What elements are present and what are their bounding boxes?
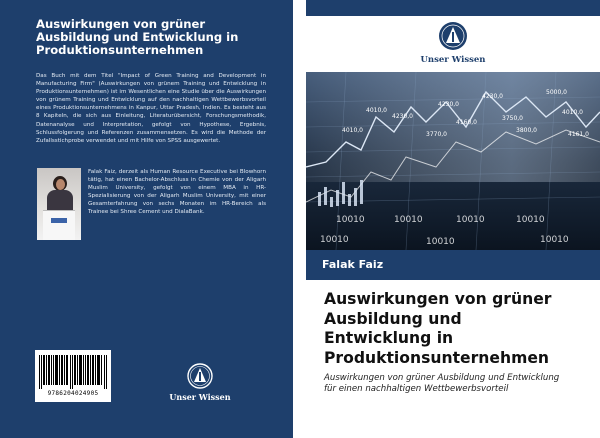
stock-chart-graphic <box>306 72 600 250</box>
back-title-line-3: Produktionsunternehmen <box>36 43 204 57</box>
chart-label: 5000,0 <box>546 89 567 96</box>
publisher-logo-icon <box>423 20 483 58</box>
front-title-line-2: Ausbildung und <box>324 309 462 328</box>
front-cover-title <box>324 290 594 368</box>
front-publisher-name: Unser Wissen <box>420 55 486 65</box>
author-photo <box>37 168 81 240</box>
chart-label: 4230,0 <box>482 93 503 100</box>
back-publisher-name: Unser Wissen <box>169 392 231 402</box>
chart-label: 3800,0 <box>516 127 537 134</box>
book-description: Das Buch mit dem Titel "Impact of Green Training and Development in Manufacturing Firm" (Auswirkungen von grünem Training und Entwicklung in Produktionsunternehmen) ist im Wesentlichen eine Studie über die Auswirkungen von grünem Training und Entwicklung auf den nachhaltigen Wettbewerbsvorteil eines Produktionsunternehmens in Kanpur, Uttar Pradesh, Indien. Es besteht aus 8 Kapiteln, die sich aus Einleitung, Literaturübersicht, Forschungsmethodik, Datenanalyse und Interpretation, gefolgt von Hypothese, Ergebnis, Schlussfolgerung und Referenzen zusammensetzen. Es wird die Methode der Zufallsstichprobe verwendet und mit Hilfe von SPSS ausgewertet. <box>36 73 266 144</box>
front-cover <box>306 0 600 438</box>
front-title-line-3: Entwicklung in <box>324 329 454 347</box>
chart-label: 3750,0 <box>502 115 523 122</box>
back-cover <box>0 0 293 438</box>
barcode <box>35 350 111 402</box>
back-cover-title <box>36 18 266 57</box>
back-title-line-2: Ausbildung und Entwicklung in <box>36 30 239 44</box>
stock-market-chart-image <box>306 72 600 250</box>
chart-label: 4010,0 <box>342 127 363 134</box>
chart-label: 4230,0 <box>438 101 459 108</box>
front-cover-subtitle <box>324 373 594 395</box>
chart-label: 10010 <box>516 215 545 225</box>
subtitle-line-2: für einen nachhaltigen Wettbewerbsvorteil <box>324 384 509 394</box>
chart-label: 10010 <box>456 215 485 225</box>
back-title-line-1: Auswirkungen von grüner <box>36 17 206 31</box>
front-title-line-4: Produktionsunternehmen <box>324 348 549 367</box>
chart-label: 4230,0 <box>392 113 413 120</box>
chart-label: 4160,0 <box>456 119 477 126</box>
chart-label: 4010,0 <box>366 107 387 114</box>
chart-label: 4161,0 <box>568 131 589 138</box>
chart-label: 10010 <box>394 215 423 225</box>
barcode-bars-icon <box>39 355 107 389</box>
book-spine <box>293 0 306 438</box>
chart-label: 10010 <box>426 237 455 247</box>
author-bio: Falak Faiz, derzeit als Human Resource Executive bei Blowhorn tätig, hat einen Bachelor-Abschluss in Chemie von der Aligarh Muslim University, gefolgt von einem MBA in HR-Spezialisierung von der Aligarh Muslim University, mit einer Gesamterfahrung von sechs Monaten im HR-Bereich als Trainee bei Shree Cement und DialaBank. <box>88 169 266 216</box>
author-name: Falak Faiz <box>322 258 384 271</box>
chart-label: 4010,0 <box>562 109 583 116</box>
chart-label: 10010 <box>336 215 365 225</box>
chart-label: 3770,0 <box>426 131 447 138</box>
chart-label: 10010 <box>540 235 569 245</box>
chart-label: 10010 <box>320 235 349 245</box>
author-band <box>306 250 600 280</box>
top-band <box>306 0 600 16</box>
front-title-line-1: Auswirkungen von grüner <box>324 290 552 308</box>
barcode-number: 9786204024905 <box>47 390 99 397</box>
subtitle-line-1: Auswirkungen von grüner Ausbildung und Entwicklung <box>324 373 560 383</box>
